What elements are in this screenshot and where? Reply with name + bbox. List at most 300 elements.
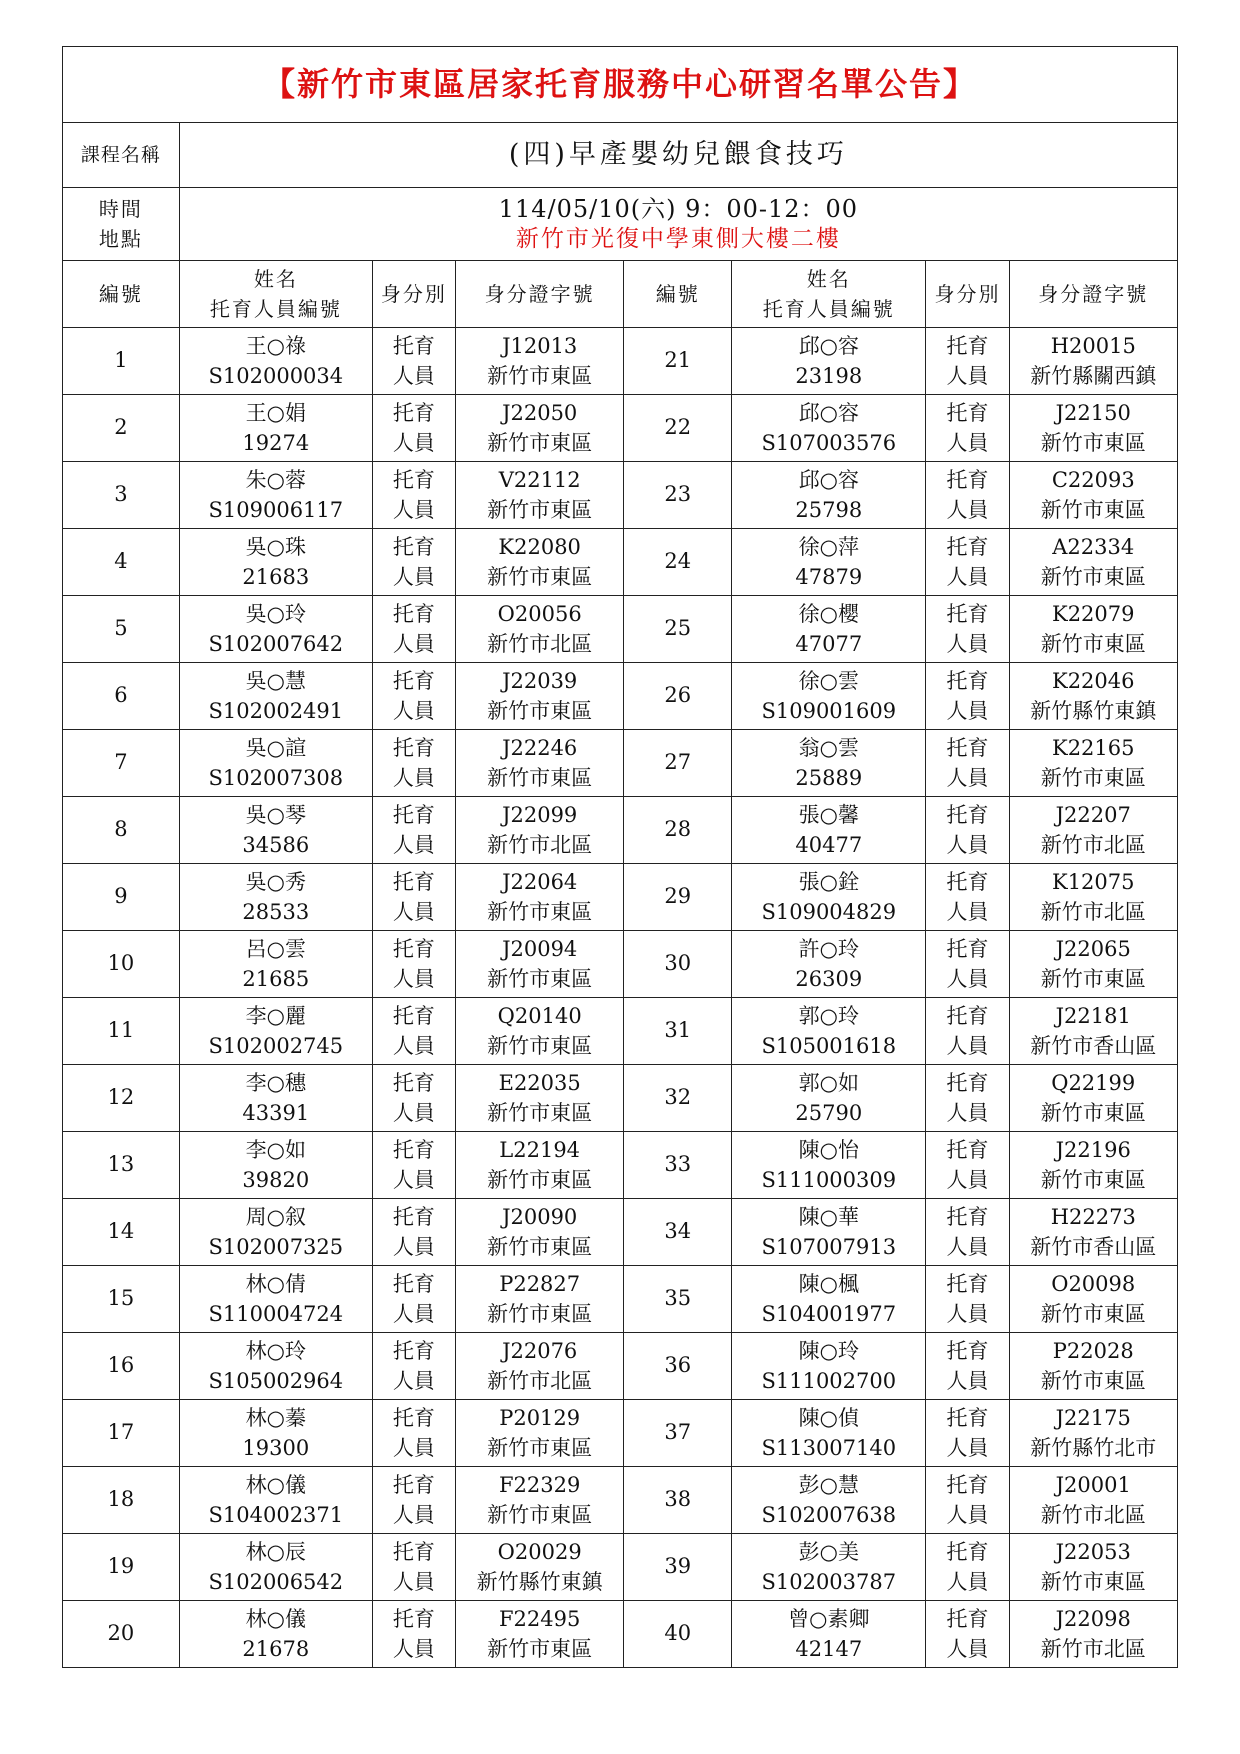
- cell-identity: [926, 797, 1009, 864]
- trainee-name: 徐○萍: [798, 535, 859, 559]
- identity-line1: 托育: [946, 669, 989, 693]
- trainee-name: 彭○美: [798, 1540, 859, 1564]
- cell-id-no: [455, 730, 623, 797]
- trainee-name: 吳○慧: [245, 669, 306, 693]
- trainee-name: 周○叙: [245, 1205, 306, 1229]
- cell-id-no: [1009, 864, 1178, 931]
- cell-id-no: [455, 1132, 623, 1199]
- cell-identity: [372, 1601, 455, 1668]
- cell-id-no: [455, 1467, 623, 1534]
- identity-line2: 人員: [946, 498, 989, 522]
- trainee-name: 陳○華: [798, 1205, 859, 1229]
- header-name-line2: 托育人員編號: [209, 297, 342, 321]
- id-number: J22181: [1055, 1004, 1131, 1028]
- cell-identity: [372, 864, 455, 931]
- identity-line1: 托育: [946, 1071, 989, 1095]
- cell-number: 30: [624, 931, 732, 998]
- cell-name: [732, 328, 926, 395]
- cell-id-no: [1009, 1132, 1178, 1199]
- trainee-name: 徐○雲: [798, 669, 859, 693]
- header-name: [179, 261, 372, 328]
- identity-line2: 人員: [392, 1503, 435, 1527]
- trainee-name: 林○蓁: [245, 1406, 306, 1430]
- cell-id-no: [455, 395, 623, 462]
- time-place-value: [179, 188, 1177, 261]
- identity-line1: 托育: [946, 803, 989, 827]
- cell-identity: [926, 1534, 1009, 1601]
- cell-identity: [372, 931, 455, 998]
- caregiver-code: 47077: [795, 632, 863, 656]
- trainee-name: 陳○怡: [798, 1138, 859, 1162]
- cell-identity: [926, 864, 1009, 931]
- cell-id-no: [1009, 931, 1178, 998]
- identity-line1: 托育: [392, 602, 435, 626]
- cell-number: 15: [63, 1266, 180, 1333]
- id-area: 新竹市東區: [487, 364, 593, 388]
- cell-number: 32: [624, 1065, 732, 1132]
- cell-number: 34: [624, 1199, 732, 1266]
- cell-name: [179, 864, 372, 931]
- id-number: C22093: [1051, 468, 1135, 492]
- caregiver-code: S109001609: [761, 699, 897, 723]
- caregiver-code: 42147: [795, 1637, 863, 1661]
- id-area: 新竹市東區: [487, 1034, 593, 1058]
- cell-identity: [926, 1199, 1009, 1266]
- identity-line2: 人員: [392, 1235, 435, 1259]
- id-area: 新竹市東區: [1040, 565, 1146, 589]
- identity-line2: 人員: [946, 699, 989, 723]
- id-number: O20029: [497, 1540, 582, 1564]
- header-name-line1: 姓名: [806, 267, 851, 291]
- caregiver-code: S113007140: [761, 1436, 897, 1460]
- id-number: J20001: [1055, 1473, 1131, 1497]
- id-number: L22194: [499, 1138, 581, 1162]
- cell-number: 40: [624, 1601, 732, 1668]
- cell-name: [179, 596, 372, 663]
- cell-number: 28: [624, 797, 732, 864]
- cell-number: 24: [624, 529, 732, 596]
- id-number: J22150: [1055, 401, 1131, 425]
- id-number: J22064: [502, 870, 578, 894]
- identity-line1: 托育: [392, 736, 435, 760]
- cell-number: 10: [63, 931, 180, 998]
- caregiver-code: S110004724: [208, 1302, 344, 1326]
- id-number: J22050: [502, 401, 578, 425]
- cell-identity: [372, 395, 455, 462]
- id-number: F22495: [498, 1607, 581, 1631]
- cell-number: 20: [63, 1601, 180, 1668]
- trainee-name: 邱○容: [798, 401, 859, 425]
- trainee-name: 林○玲: [245, 1339, 306, 1363]
- trainee-name: 李○穗: [245, 1071, 306, 1095]
- trainee-name: 吳○琴: [245, 803, 306, 827]
- id-area: 新竹市東區: [487, 1101, 593, 1125]
- trainee-name: 翁○雲: [798, 736, 859, 760]
- id-number: K22079: [1052, 602, 1135, 626]
- session-time: 114/05/10(六) 9：00-12：00: [498, 195, 859, 223]
- cell-number: 36: [624, 1333, 732, 1400]
- cell-identity: [926, 1400, 1009, 1467]
- cell-id-no: [455, 1601, 623, 1668]
- cell-id-no: [455, 797, 623, 864]
- table-row: [63, 596, 1178, 663]
- caregiver-code: 25790: [795, 1101, 863, 1125]
- id-number: J22065: [1055, 937, 1131, 961]
- table-row: [63, 931, 1178, 998]
- cell-identity: [926, 328, 1009, 395]
- column-header-row: [63, 261, 1178, 328]
- trainee-name: 吳○珠: [245, 535, 306, 559]
- cell-number: 25: [624, 596, 732, 663]
- header-number: 編號: [624, 261, 732, 328]
- cell-identity: [926, 395, 1009, 462]
- id-number: J22098: [1055, 1607, 1131, 1631]
- caregiver-code: S102006542: [208, 1570, 344, 1594]
- cell-name: [179, 1132, 372, 1199]
- id-number: K22046: [1052, 669, 1135, 693]
- cell-id-no: [455, 663, 623, 730]
- cell-identity: [372, 663, 455, 730]
- id-number: O20098: [1051, 1272, 1136, 1296]
- id-area: 新竹縣竹北市: [1030, 1436, 1157, 1460]
- identity-line1: 托育: [392, 468, 435, 492]
- caregiver-code: 28533: [242, 900, 310, 924]
- id-area: 新竹市北區: [1040, 1503, 1146, 1527]
- cell-name: [179, 931, 372, 998]
- cell-number: 11: [63, 998, 180, 1065]
- id-area: 新竹縣竹東鎮: [1030, 699, 1157, 723]
- caregiver-code: 43391: [242, 1101, 310, 1125]
- id-area: 新竹市香山區: [1030, 1235, 1157, 1259]
- id-number: V22112: [498, 468, 581, 492]
- id-number: K22165: [1052, 736, 1135, 760]
- identity-line1: 托育: [392, 803, 435, 827]
- identity-line2: 人員: [392, 498, 435, 522]
- trainee-name: 朱○蓉: [245, 468, 306, 492]
- identity-line2: 人員: [946, 1235, 989, 1259]
- caregiver-code: S102007325: [208, 1235, 344, 1259]
- time-place-label: [63, 188, 180, 261]
- identity-line1: 托育: [392, 1272, 435, 1296]
- caregiver-code: S107007913: [761, 1235, 897, 1259]
- table-row: [63, 797, 1178, 864]
- time-label: 時間: [98, 197, 143, 221]
- place-label: 地點: [98, 227, 143, 251]
- table-row: [63, 864, 1178, 931]
- cell-number: 27: [624, 730, 732, 797]
- identity-line2: 人員: [392, 766, 435, 790]
- cell-number: 31: [624, 998, 732, 1065]
- cell-id-no: [1009, 1333, 1178, 1400]
- id-area: 新竹市東區: [487, 766, 593, 790]
- trainee-name: 邱○容: [798, 468, 859, 492]
- identity-line2: 人員: [392, 431, 435, 455]
- identity-line1: 托育: [392, 1205, 435, 1229]
- trainee-name: 張○馨: [798, 803, 859, 827]
- cell-name: [732, 1534, 926, 1601]
- cell-identity: [926, 931, 1009, 998]
- id-number: P22028: [1052, 1339, 1134, 1363]
- cell-id-no: [1009, 730, 1178, 797]
- cell-name: [179, 998, 372, 1065]
- cell-id-no: [455, 1534, 623, 1601]
- cell-id-no: [455, 529, 623, 596]
- cell-id-no: [1009, 663, 1178, 730]
- id-number: E22035: [498, 1071, 581, 1095]
- caregiver-code: 40477: [795, 833, 863, 857]
- identity-line2: 人員: [392, 364, 435, 388]
- trainee-name: 李○麗: [245, 1004, 306, 1028]
- cell-number: 8: [63, 797, 180, 864]
- id-number: J20090: [502, 1205, 578, 1229]
- cell-identity: [926, 1266, 1009, 1333]
- id-area: 新竹市東區: [1040, 766, 1146, 790]
- cell-name: [179, 730, 372, 797]
- table-row: [63, 395, 1178, 462]
- trainee-name: 林○倩: [245, 1272, 306, 1296]
- cell-name: [732, 1400, 926, 1467]
- id-area: 新竹市北區: [487, 1369, 593, 1393]
- cell-identity: [926, 730, 1009, 797]
- identity-line1: 托育: [392, 334, 435, 358]
- trainee-name: 郭○玲: [798, 1004, 859, 1028]
- cell-number: 21: [624, 328, 732, 395]
- identity-line2: 人員: [946, 1034, 989, 1058]
- identity-line1: 托育: [392, 1339, 435, 1363]
- caregiver-code: 21685: [242, 967, 310, 991]
- table-row: [63, 1132, 1178, 1199]
- id-number: H20015: [1050, 334, 1136, 358]
- cell-name: [732, 998, 926, 1065]
- caregiver-code: S102002745: [208, 1034, 344, 1058]
- identity-line2: 人員: [946, 766, 989, 790]
- cell-number: 23: [624, 462, 732, 529]
- cell-id-no: [1009, 529, 1178, 596]
- trainee-name: 彭○慧: [798, 1473, 859, 1497]
- header-identity: 身分別: [372, 261, 455, 328]
- cell-number: 18: [63, 1467, 180, 1534]
- id-number: J22246: [502, 736, 578, 760]
- table-row: [63, 1333, 1178, 1400]
- id-area: 新竹市東區: [1040, 1168, 1146, 1192]
- caregiver-code: S105002964: [208, 1369, 344, 1393]
- header-id-no: 身分證字號: [1009, 261, 1178, 328]
- identity-line2: 人員: [946, 565, 989, 589]
- id-area: 新竹市東區: [487, 1436, 593, 1460]
- caregiver-code: 19274: [242, 431, 310, 455]
- cell-name: [732, 663, 926, 730]
- cell-name: [179, 1601, 372, 1668]
- cell-id-no: [455, 596, 623, 663]
- cell-name: [732, 1266, 926, 1333]
- identity-line1: 托育: [946, 1607, 989, 1631]
- identity-line2: 人員: [392, 632, 435, 656]
- caregiver-code: S104002371: [208, 1503, 344, 1527]
- identity-line1: 托育: [392, 1406, 435, 1430]
- trainee-name: 陳○玲: [798, 1339, 859, 1363]
- cell-id-no: [1009, 1534, 1178, 1601]
- cell-identity: [926, 596, 1009, 663]
- trainee-name: 吳○玲: [245, 602, 306, 626]
- id-area: 新竹縣竹東鎮: [476, 1570, 603, 1594]
- identity-line1: 托育: [392, 535, 435, 559]
- id-area: 新竹市東區: [487, 498, 593, 522]
- cell-identity: [926, 1467, 1009, 1534]
- id-area: 新竹市東區: [487, 1302, 593, 1326]
- caregiver-code: S111000309: [761, 1168, 897, 1192]
- cell-name: [732, 797, 926, 864]
- identity-line2: 人員: [392, 1034, 435, 1058]
- caregiver-code: S109006117: [208, 498, 344, 522]
- identity-line2: 人員: [392, 900, 435, 924]
- header-name-line2: 托育人員編號: [762, 297, 895, 321]
- identity-line1: 托育: [392, 870, 435, 894]
- caregiver-code: 25889: [795, 766, 863, 790]
- cell-number: 38: [624, 1467, 732, 1534]
- caregiver-code: S102007308: [208, 766, 344, 790]
- table-row: [63, 730, 1178, 797]
- identity-line1: 托育: [946, 1004, 989, 1028]
- cell-identity: [372, 596, 455, 663]
- identity-line1: 托育: [392, 669, 435, 693]
- identity-line1: 托育: [946, 535, 989, 559]
- cell-name: [732, 730, 926, 797]
- cell-id-no: [1009, 328, 1178, 395]
- id-area: 新竹市東區: [1040, 1101, 1146, 1125]
- cell-identity: [926, 529, 1009, 596]
- trainee-name: 曾○素卿: [788, 1607, 870, 1631]
- identity-line2: 人員: [392, 1637, 435, 1661]
- trainee-name: 張○銓: [798, 870, 859, 894]
- cell-identity: [926, 1601, 1009, 1668]
- caregiver-code: 25798: [795, 498, 863, 522]
- identity-line1: 托育: [946, 602, 989, 626]
- cell-identity: [926, 1132, 1009, 1199]
- table-row: [63, 1534, 1178, 1601]
- table-row: [63, 1601, 1178, 1668]
- cell-number: 22: [624, 395, 732, 462]
- table-row: [63, 529, 1178, 596]
- identity-line1: 托育: [946, 1406, 989, 1430]
- cell-identity: [926, 663, 1009, 730]
- identity-line2: 人員: [392, 1436, 435, 1460]
- cell-identity: [372, 1266, 455, 1333]
- id-area: 新竹市東區: [487, 431, 593, 455]
- time-place-row: [63, 188, 1178, 261]
- id-area: 新竹市東區: [487, 1235, 593, 1259]
- caregiver-code: 39820: [242, 1168, 310, 1192]
- cell-name: [179, 663, 372, 730]
- cell-name: [732, 1467, 926, 1534]
- caregiver-code: 21683: [242, 565, 310, 589]
- identity-line1: 托育: [946, 1540, 989, 1564]
- id-number: J22076: [502, 1339, 578, 1363]
- trainee-name: 吳○秀: [245, 870, 306, 894]
- cell-id-no: [455, 1266, 623, 1333]
- cell-number: 3: [63, 462, 180, 529]
- cell-identity: [926, 1065, 1009, 1132]
- id-area: 新竹市東區: [487, 565, 593, 589]
- cell-identity: [372, 730, 455, 797]
- id-area: 新竹縣關西鎮: [1030, 364, 1157, 388]
- cell-name: [732, 864, 926, 931]
- id-number: J12013: [502, 334, 578, 358]
- id-area: 新竹市東區: [487, 900, 593, 924]
- identity-line1: 托育: [946, 736, 989, 760]
- cell-identity: [372, 1065, 455, 1132]
- identity-line2: 人員: [392, 1168, 435, 1192]
- identity-line2: 人員: [946, 431, 989, 455]
- id-area: 新竹市北區: [487, 632, 593, 656]
- id-area: 新竹市東區: [1040, 632, 1146, 656]
- id-number: J22196: [1055, 1138, 1131, 1162]
- cell-name: [732, 1333, 926, 1400]
- header-name-line1: 姓名: [253, 267, 298, 291]
- identity-line2: 人員: [392, 967, 435, 991]
- table-row: [63, 462, 1178, 529]
- header-id-no: 身分證字號: [455, 261, 623, 328]
- cell-number: 37: [624, 1400, 732, 1467]
- course-label: 課程名稱: [63, 123, 180, 188]
- id-number: J22207: [1055, 803, 1131, 827]
- id-area: 新竹市東區: [1040, 967, 1146, 991]
- table-row: [63, 328, 1178, 395]
- cell-name: [179, 328, 372, 395]
- trainee-list-table: [62, 46, 1178, 1668]
- identity-line1: 托育: [946, 1272, 989, 1296]
- caregiver-code: 23198: [795, 364, 863, 388]
- cell-number: 7: [63, 730, 180, 797]
- identity-line2: 人員: [946, 1570, 989, 1594]
- identity-line2: 人員: [392, 1101, 435, 1125]
- identity-line1: 托育: [392, 1473, 435, 1497]
- id-area: 新竹市東區: [1040, 498, 1146, 522]
- cell-id-no: [1009, 1199, 1178, 1266]
- header-identity: 身分別: [926, 261, 1009, 328]
- id-number: A22334: [1052, 535, 1135, 559]
- table-row: [63, 1266, 1178, 1333]
- cell-id-no: [1009, 797, 1178, 864]
- title-row: [63, 47, 1178, 123]
- identity-line1: 托育: [946, 937, 989, 961]
- cell-number: 35: [624, 1266, 732, 1333]
- id-number: P22827: [499, 1272, 581, 1296]
- header-name: [732, 261, 926, 328]
- cell-number: 9: [63, 864, 180, 931]
- id-area: 新竹市北區: [1040, 833, 1146, 857]
- cell-id-no: [1009, 1601, 1178, 1668]
- identity-line2: 人員: [946, 1369, 989, 1393]
- identity-line2: 人員: [392, 1570, 435, 1594]
- cell-name: [732, 596, 926, 663]
- cell-id-no: [1009, 462, 1178, 529]
- cell-name: [179, 462, 372, 529]
- cell-id-no: [1009, 1467, 1178, 1534]
- cell-identity: [372, 462, 455, 529]
- identity-line1: 托育: [392, 1540, 435, 1564]
- identity-line2: 人員: [392, 1302, 435, 1326]
- id-area: 新竹市東區: [487, 1168, 593, 1192]
- table-row: [63, 998, 1178, 1065]
- id-area: 新竹市東區: [487, 967, 593, 991]
- trainee-name: 徐○櫻: [798, 602, 859, 626]
- identity-line1: 托育: [392, 1138, 435, 1162]
- identity-line1: 托育: [946, 870, 989, 894]
- caregiver-code: S102002491: [208, 699, 344, 723]
- identity-line2: 人員: [946, 1637, 989, 1661]
- cell-id-no: [455, 998, 623, 1065]
- identity-line1: 托育: [392, 937, 435, 961]
